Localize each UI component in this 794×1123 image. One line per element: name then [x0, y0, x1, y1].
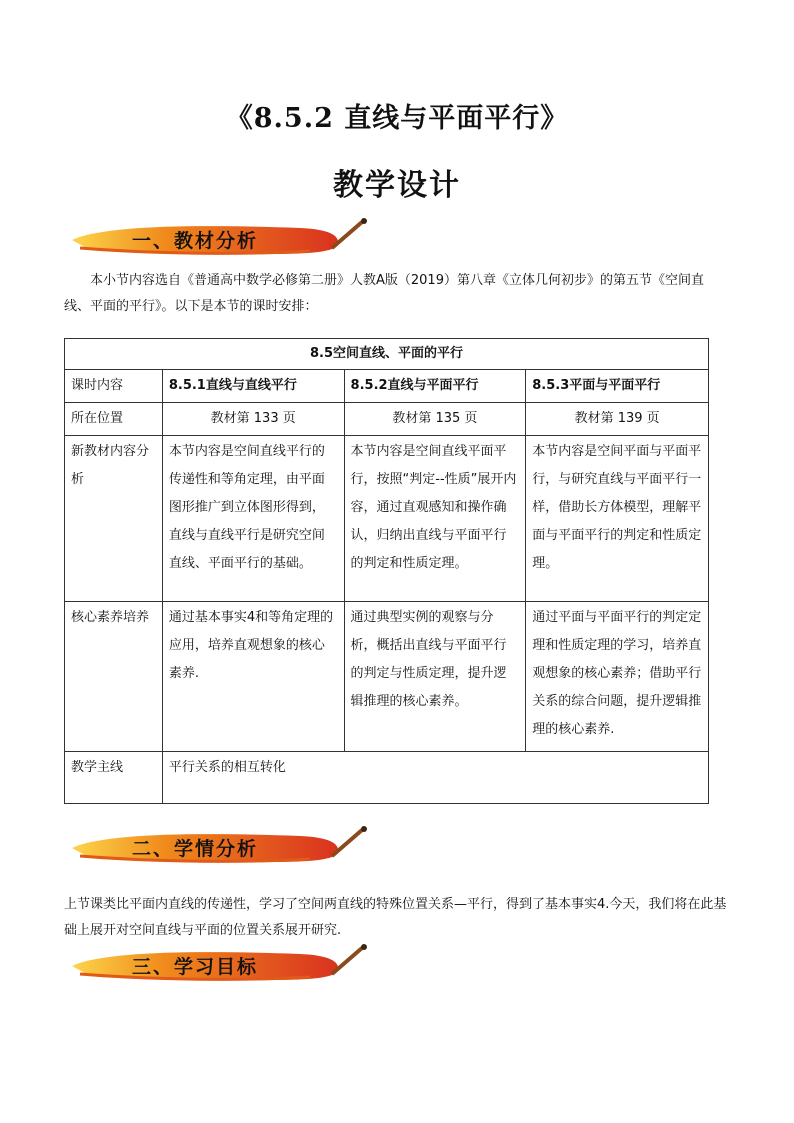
table-cell: 本节内容是空间平面与平面平行，与研究直线与平面平行一样，借助长方体模型，理解平面与平面平行的判定和性质定理。	[526, 436, 709, 602]
document-subtitle: 教学设计	[333, 168, 461, 203]
table-row	[65, 752, 709, 804]
row-label: 所在位置	[65, 403, 163, 436]
table-row	[65, 403, 709, 436]
table-cell: 8.5.3平面与平面平行	[526, 370, 709, 403]
table-cell: 8.5.1直线与直线平行	[162, 370, 344, 403]
section-heading: 三、学习目标	[132, 956, 259, 978]
table-cell: 教材第 135 页	[344, 403, 526, 436]
table-cell: 教材第 133 页	[162, 403, 344, 436]
section-heading: 二、学情分析	[132, 838, 259, 860]
table-caption: 8.5空间直线、平面的平行	[65, 339, 709, 370]
table-cell: 本节内容是空间直线平面平行，按照“判定--性质”展开内容，通过直观感知和操作确认，归纳出直线与平面平行的判定和性质定理。	[344, 436, 526, 602]
row-label: 课时内容	[65, 370, 163, 403]
document-title: 《8.5.2 直线与平面平行》	[225, 103, 569, 134]
section-banner-1	[70, 218, 380, 262]
table-cell: 通过平面与平面平行的判定定理和性质定理的学习，培养直观想象的核心素养；借助平行关系的综合问题，提升逻辑推理的核心素养.	[526, 602, 709, 752]
row-label: 教学主线	[65, 752, 163, 804]
table-cell: 通过典型实例的观察与分析，概括出直线与平面平行的判定与性质定理，提升逻辑推理的核心素养。	[344, 602, 526, 752]
row-label: 新教材内容分析	[65, 436, 163, 602]
intro-paragraph: 本小节内容选自《普通高中数学必修第二册》人教A版（2019）第八章《立体几何初步》的第五节《空间直线、平面的平行》。以下是本节的课时安排：	[64, 273, 704, 314]
table-row	[65, 339, 709, 370]
table-row	[65, 436, 709, 602]
table-cell: 8.5.2直线与平面平行	[344, 370, 526, 403]
section-heading: 一、教材分析	[132, 230, 259, 252]
table-cell: 通过基本事实4和等角定理的应用，培养直观想象的核心素养.	[162, 602, 344, 752]
lesson-plan-table	[64, 338, 709, 804]
section-banner-3	[70, 944, 380, 988]
learning-analysis-paragraph: 上节课类比平面内直线的传递性，学习了空间两直线的特殊位置关系—平行，得到了基本事实4.今天，我们将在此基础上展开对空间直线与平面的位置关系展开研究.	[64, 897, 727, 938]
table-cell: 本节内容是空间直线平行的传递性和等角定理，由平面图形推广到立体图形得到，直线与直线平行是研究空间直线、平面平行的基础。	[162, 436, 344, 602]
table-cell: 平行关系的相互转化	[162, 752, 708, 804]
table-cell: 教材第 139 页	[526, 403, 709, 436]
row-label: 核心素养培养	[65, 602, 163, 752]
table-row	[65, 602, 709, 752]
section-banner-2	[70, 826, 380, 870]
table-row	[65, 370, 709, 403]
